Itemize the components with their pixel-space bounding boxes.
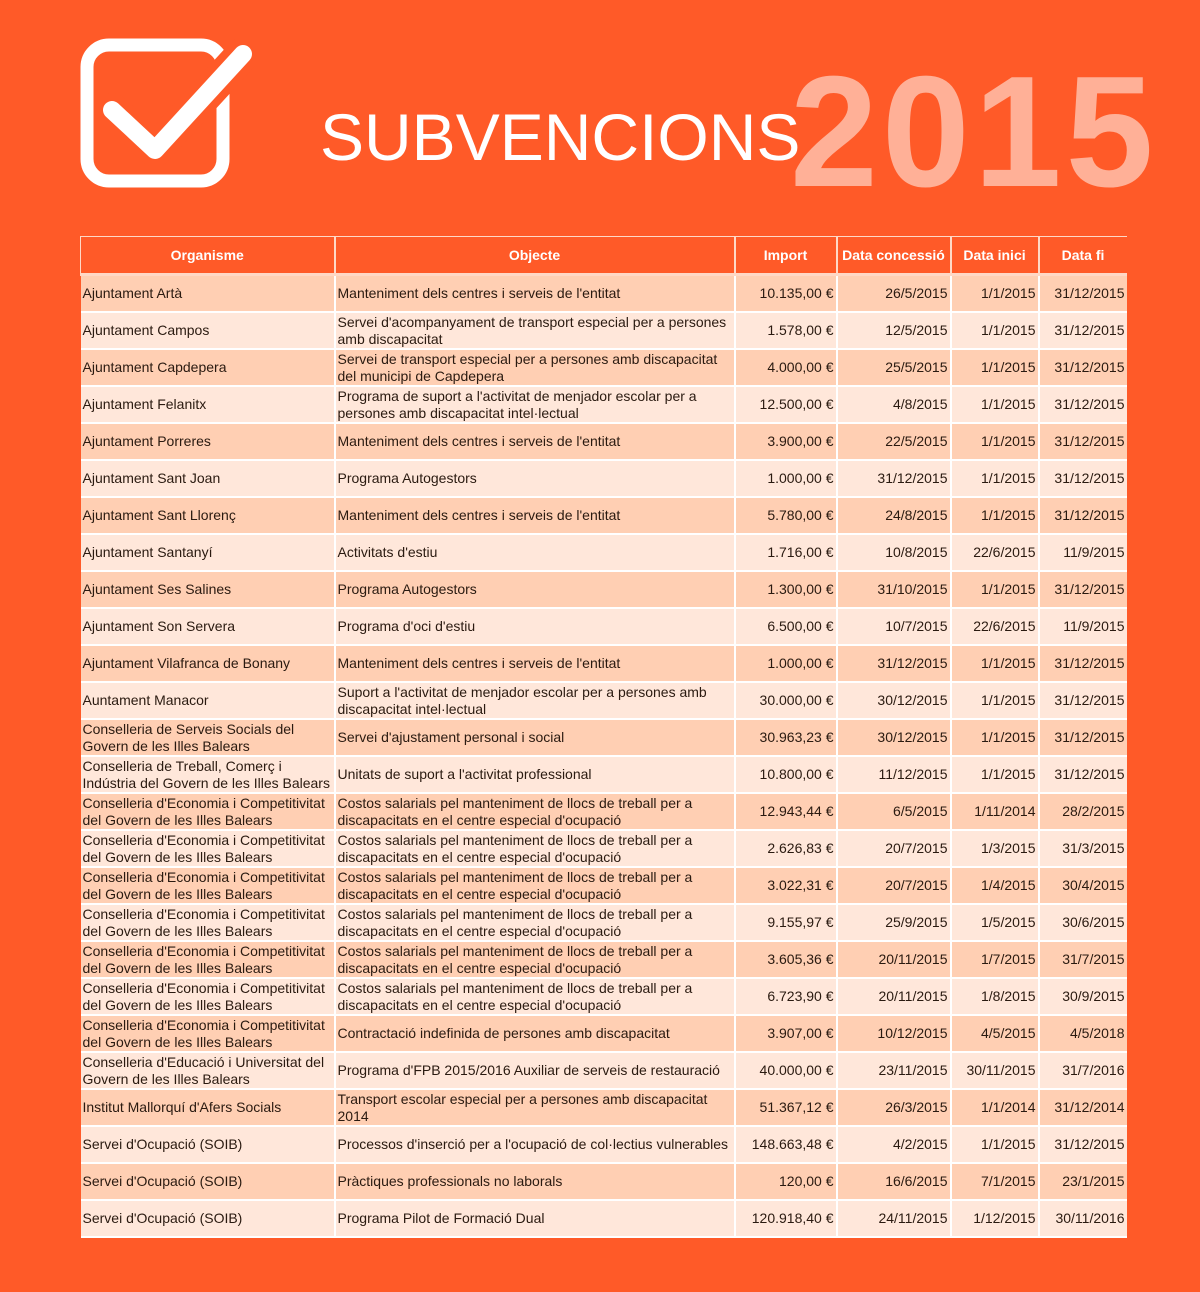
column-header-import[interactable]: Import — [735, 237, 837, 275]
cell-data-concessio: 31/12/2015 — [837, 645, 951, 682]
table-row — [81, 793, 1127, 830]
cell-data-concessio: 25/5/2015 — [837, 349, 951, 386]
cell-organisme: Conselleria d'Economia i Competitivitat del Govern de les Illes Balears — [81, 1015, 335, 1052]
cell-data-concessio: 25/9/2015 — [837, 904, 951, 941]
table-row — [81, 386, 1127, 423]
cell-data-fi: 31/12/2015 — [1039, 312, 1127, 349]
cell-import: 12.943,44 € — [735, 793, 837, 830]
cell-import: 10.800,00 € — [735, 756, 837, 793]
cell-data-concessio: 20/11/2015 — [837, 941, 951, 978]
cell-data-concessio: 24/11/2015 — [837, 1200, 951, 1237]
cell-data-inici: 1/1/2015 — [951, 423, 1039, 460]
table-body — [81, 275, 1127, 1238]
cell-data-fi: 31/12/2015 — [1039, 275, 1127, 313]
table-row — [81, 608, 1127, 645]
column-header-data-concessio[interactable]: Data concessió — [837, 237, 951, 275]
table-row — [81, 645, 1127, 682]
cell-import: 120,00 € — [735, 1163, 837, 1200]
cell-data-fi: 30/6/2015 — [1039, 904, 1127, 941]
cell-data-fi: 30/4/2015 — [1039, 867, 1127, 904]
table-row — [81, 719, 1127, 756]
cell-data-concessio: 4/8/2015 — [837, 386, 951, 423]
table-header-row — [81, 237, 1127, 275]
cell-import: 3.907,00 € — [735, 1015, 837, 1052]
table-row — [81, 682, 1127, 719]
cell-data-fi: 31/12/2014 — [1039, 1089, 1127, 1126]
table-row — [81, 830, 1127, 867]
cell-objecte: Manteniment dels centres i serveis de l'entitat — [335, 645, 735, 682]
table-row — [81, 275, 1127, 313]
table-row — [81, 497, 1127, 534]
cell-organisme: Ajuntament Artà — [81, 275, 335, 313]
cell-objecte: Processos d'inserció per a l'ocupació de col·lectius vulnerables — [335, 1126, 735, 1163]
cell-data-concessio: 30/12/2015 — [837, 682, 951, 719]
cell-organisme: Servei d'Ocupació (SOIB) — [81, 1163, 335, 1200]
cell-import: 6.500,00 € — [735, 608, 837, 645]
cell-import: 3.605,36 € — [735, 941, 837, 978]
cell-data-fi: 31/12/2015 — [1039, 497, 1127, 534]
cell-organisme: Ajuntament Sant Llorenç — [81, 497, 335, 534]
column-header-organisme[interactable]: Organisme — [81, 237, 335, 275]
cell-data-concessio: 26/5/2015 — [837, 275, 951, 313]
table-row — [81, 1089, 1127, 1126]
cell-organisme: Ajuntament Porreres — [81, 423, 335, 460]
page-title: SUBVENCIONS — [320, 100, 801, 174]
table-row — [81, 867, 1127, 904]
cell-objecte: Costos salarials pel manteniment de llocs de treball per a discapacitats en el centre especial d'ocupació — [335, 867, 735, 904]
cell-organisme: Servei d'Ocupació (SOIB) — [81, 1126, 335, 1163]
cell-objecte: Programa Autogestors — [335, 460, 735, 497]
cell-data-concessio: 20/7/2015 — [837, 867, 951, 904]
cell-organisme: Ajuntament Santanyí — [81, 534, 335, 571]
table-row — [81, 978, 1127, 1015]
table-row — [81, 1126, 1127, 1163]
cell-objecte: Programa d'oci d'estiu — [335, 608, 735, 645]
table-row — [81, 756, 1127, 793]
cell-data-inici: 1/11/2014 — [951, 793, 1039, 830]
cell-data-concessio: 23/11/2015 — [837, 1052, 951, 1089]
cell-organisme: Servei d'Ocupació (SOIB) — [81, 1200, 335, 1237]
cell-import: 1.716,00 € — [735, 534, 837, 571]
cell-objecte: Manteniment dels centres i serveis de l'entitat — [335, 423, 735, 460]
cell-import: 2.626,83 € — [735, 830, 837, 867]
cell-objecte: Costos salarials pel manteniment de llocs de treball per a discapacitats en el centre especial d'ocupació — [335, 793, 735, 830]
cell-import: 30.963,23 € — [735, 719, 837, 756]
cell-objecte: Costos salarials pel manteniment de llocs de treball per a discapacitats en el centre especial d'ocupació — [335, 978, 735, 1015]
cell-data-inici: 1/5/2015 — [951, 904, 1039, 941]
table-row — [81, 904, 1127, 941]
table-row — [81, 349, 1127, 386]
cell-data-inici: 1/1/2014 — [951, 1089, 1039, 1126]
cell-import: 1.300,00 € — [735, 571, 837, 608]
cell-organisme: Ajuntament Ses Salines — [81, 571, 335, 608]
cell-objecte: Programa d'FPB 2015/2016 Auxiliar de serveis de restauració — [335, 1052, 735, 1089]
cell-data-fi: 30/9/2015 — [1039, 978, 1127, 1015]
cell-data-concessio: 4/2/2015 — [837, 1126, 951, 1163]
cell-organisme: Conselleria d'Economia i Competitivitat del Govern de les Illes Balears — [81, 830, 335, 867]
cell-import: 4.000,00 € — [735, 349, 837, 386]
cell-organisme: Ajuntament Campos — [81, 312, 335, 349]
cell-organisme: Conselleria de Treball, Comerç i Indústria del Govern de les Illes Balears — [81, 756, 335, 793]
cell-data-concessio: 31/12/2015 — [837, 460, 951, 497]
cell-data-inici: 7/1/2015 — [951, 1163, 1039, 1200]
cell-objecte: Activitats d'estiu — [335, 534, 735, 571]
cell-data-concessio: 11/12/2015 — [837, 756, 951, 793]
cell-organisme: Conselleria d'Economia i Competitivitat del Govern de les Illes Balears — [81, 978, 335, 1015]
cell-organisme: Conselleria de Serveis Socials del Govern de les Illes Balears — [81, 719, 335, 756]
cell-import: 9.155,97 € — [735, 904, 837, 941]
page-title-year: 2015 — [790, 44, 1158, 220]
cell-objecte: Costos salarials pel manteniment de llocs de treball per a discapacitats en el centre especial d'ocupació — [335, 830, 735, 867]
cell-import: 1.000,00 € — [735, 460, 837, 497]
cell-data-fi: 30/11/2016 — [1039, 1200, 1127, 1237]
cell-import: 3.900,00 € — [735, 423, 837, 460]
cell-data-inici: 1/8/2015 — [951, 978, 1039, 1015]
cell-data-inici: 1/1/2015 — [951, 719, 1039, 756]
cell-data-concessio: 31/10/2015 — [837, 571, 951, 608]
cell-import: 3.022,31 € — [735, 867, 837, 904]
column-header-data-fi[interactable]: Data fi — [1039, 237, 1127, 275]
cell-organisme: Institut Mallorquí d'Afers Socials — [81, 1089, 335, 1126]
cell-data-inici: 1/12/2015 — [951, 1200, 1039, 1237]
cell-data-fi: 31/7/2016 — [1039, 1052, 1127, 1089]
cell-objecte: Transport escolar especial per a persones amb discapacitat 2014 — [335, 1089, 735, 1126]
cell-data-concessio: 24/8/2015 — [837, 497, 951, 534]
cell-organisme: Ajuntament Felanitx — [81, 386, 335, 423]
cell-data-inici: 1/7/2015 — [951, 941, 1039, 978]
cell-objecte: Pràctiques professionals no laborals — [335, 1163, 735, 1200]
table-row — [81, 1200, 1127, 1237]
subsidies-table-container — [80, 236, 1126, 1238]
cell-data-inici: 1/1/2015 — [951, 682, 1039, 719]
cell-data-inici: 1/1/2015 — [951, 460, 1039, 497]
cell-objecte: Manteniment dels centres i serveis de l'entitat — [335, 497, 735, 534]
cell-data-concessio: 30/12/2015 — [837, 719, 951, 756]
cell-data-inici: 1/1/2015 — [951, 349, 1039, 386]
cell-import: 51.367,12 € — [735, 1089, 837, 1126]
cell-organisme: Auntament Manacor — [81, 682, 335, 719]
cell-organisme: Ajuntament Sant Joan — [81, 460, 335, 497]
cell-data-inici: 4/5/2015 — [951, 1015, 1039, 1052]
cell-data-inici: 1/1/2015 — [951, 1126, 1039, 1163]
cell-objecte: Costos salarials pel manteniment de llocs de treball per a discapacitats en el centre especial d'ocupació — [335, 904, 735, 941]
cell-organisme: Conselleria d'Economia i Competitivitat del Govern de les Illes Balears — [81, 904, 335, 941]
cell-data-fi: 31/12/2015 — [1039, 645, 1127, 682]
table-row — [81, 941, 1127, 978]
subsidies-table — [80, 236, 1127, 1238]
cell-import: 40.000,00 € — [735, 1052, 837, 1089]
cell-organisme: Ajuntament Capdepera — [81, 349, 335, 386]
table-row — [81, 1052, 1127, 1089]
cell-import: 1.000,00 € — [735, 645, 837, 682]
cell-data-concessio: 10/8/2015 — [837, 534, 951, 571]
cell-objecte: Programa Pilot de Formació Dual — [335, 1200, 735, 1237]
cell-objecte: Servei d'acompanyament de transport especial per a persones amb discapacitat — [335, 312, 735, 349]
cell-import: 120.918,40 € — [735, 1200, 837, 1237]
cell-import: 10.135,00 € — [735, 275, 837, 313]
cell-organisme: Ajuntament Vilafranca de Bonany — [81, 645, 335, 682]
cell-data-inici: 1/1/2015 — [951, 312, 1039, 349]
cell-data-inici: 1/1/2015 — [951, 497, 1039, 534]
table-row — [81, 460, 1127, 497]
cell-import: 1.578,00 € — [735, 312, 837, 349]
cell-data-fi: 23/1/2015 — [1039, 1163, 1127, 1200]
table-row — [81, 312, 1127, 349]
cell-data-concessio: 12/5/2015 — [837, 312, 951, 349]
cell-data-fi: 11/9/2015 — [1039, 534, 1127, 571]
cell-data-fi: 31/12/2015 — [1039, 349, 1127, 386]
cell-data-concessio: 20/11/2015 — [837, 978, 951, 1015]
cell-data-fi: 31/12/2015 — [1039, 423, 1127, 460]
cell-import: 5.780,00 € — [735, 497, 837, 534]
cell-data-fi: 28/2/2015 — [1039, 793, 1127, 830]
cell-objecte: Manteniment dels centres i serveis de l'entitat — [335, 275, 735, 313]
cell-objecte: Contractació indefinida de persones amb discapacitat — [335, 1015, 735, 1052]
cell-data-fi: 31/7/2015 — [1039, 941, 1127, 978]
cell-data-fi: 11/9/2015 — [1039, 608, 1127, 645]
cell-data-fi: 31/12/2015 — [1039, 756, 1127, 793]
cell-objecte: Costos salarials pel manteniment de llocs de treball per a discapacitats en el centre especial d'ocupació — [335, 941, 735, 978]
cell-data-inici: 1/1/2015 — [951, 386, 1039, 423]
cell-organisme: Conselleria d'Economia i Competitivitat del Govern de les Illes Balears — [81, 941, 335, 978]
cell-data-concessio: 20/7/2015 — [837, 830, 951, 867]
cell-organisme: Conselleria d'Economia i Competitivitat del Govern de les Illes Balears — [81, 793, 335, 830]
cell-data-inici: 30/11/2015 — [951, 1052, 1039, 1089]
table-row — [81, 1163, 1127, 1200]
cell-data-inici: 1/1/2015 — [951, 275, 1039, 313]
cell-import: 6.723,90 € — [735, 978, 837, 1015]
table-row — [81, 534, 1127, 571]
cell-data-fi: 4/5/2018 — [1039, 1015, 1127, 1052]
checkbox-check-icon — [80, 38, 255, 188]
cell-data-fi: 31/12/2015 — [1039, 460, 1127, 497]
cell-data-concessio: 10/12/2015 — [837, 1015, 951, 1052]
cell-data-fi: 31/3/2015 — [1039, 830, 1127, 867]
cell-objecte: Unitats de suport a l'activitat professional — [335, 756, 735, 793]
cell-data-inici: 1/1/2015 — [951, 571, 1039, 608]
cell-data-concessio: 10/7/2015 — [837, 608, 951, 645]
column-header-data-inici[interactable]: Data inici — [951, 237, 1039, 275]
cell-objecte: Programa de suport a l'activitat de menjador escolar per a persones amb discapacitat intel·lectual — [335, 386, 735, 423]
cell-data-fi: 31/12/2015 — [1039, 719, 1127, 756]
cell-data-fi: 31/12/2015 — [1039, 1126, 1127, 1163]
cell-organisme: Conselleria d'Economia i Competitivitat del Govern de les Illes Balears — [81, 867, 335, 904]
cell-organisme: Conselleria d'Educació i Universitat del Govern de les Illes Balears — [81, 1052, 335, 1089]
cell-import: 30.000,00 € — [735, 682, 837, 719]
cell-objecte: Suport a l'activitat de menjador escolar per a persones amb discapacitat intel·lectual — [335, 682, 735, 719]
cell-organisme: Ajuntament Son Servera — [81, 608, 335, 645]
cell-data-inici: 22/6/2015 — [951, 608, 1039, 645]
cell-objecte: Servei de transport especial per a persones amb discapacitat del municipi de Capdepera — [335, 349, 735, 386]
cell-data-inici: 1/3/2015 — [951, 830, 1039, 867]
cell-import: 12.500,00 € — [735, 386, 837, 423]
cell-data-concessio: 26/3/2015 — [837, 1089, 951, 1126]
cell-data-inici: 1/1/2015 — [951, 756, 1039, 793]
cell-objecte: Programa Autogestors — [335, 571, 735, 608]
cell-import: 148.663,48 € — [735, 1126, 837, 1163]
cell-data-inici: 1/4/2015 — [951, 867, 1039, 904]
cell-data-concessio: 16/6/2015 — [837, 1163, 951, 1200]
table-row — [81, 571, 1127, 608]
cell-data-concessio: 6/5/2015 — [837, 793, 951, 830]
cell-data-fi: 31/12/2015 — [1039, 386, 1127, 423]
cell-data-fi: 31/12/2015 — [1039, 682, 1127, 719]
table-row — [81, 423, 1127, 460]
column-header-objecte[interactable]: Objecte — [335, 237, 735, 275]
table-row — [81, 1015, 1127, 1052]
cell-objecte: Servei d'ajustament personal i social — [335, 719, 735, 756]
cell-data-inici: 22/6/2015 — [951, 534, 1039, 571]
cell-data-fi: 31/12/2015 — [1039, 571, 1127, 608]
cell-data-inici: 1/1/2015 — [951, 645, 1039, 682]
cell-data-concessio: 22/5/2015 — [837, 423, 951, 460]
